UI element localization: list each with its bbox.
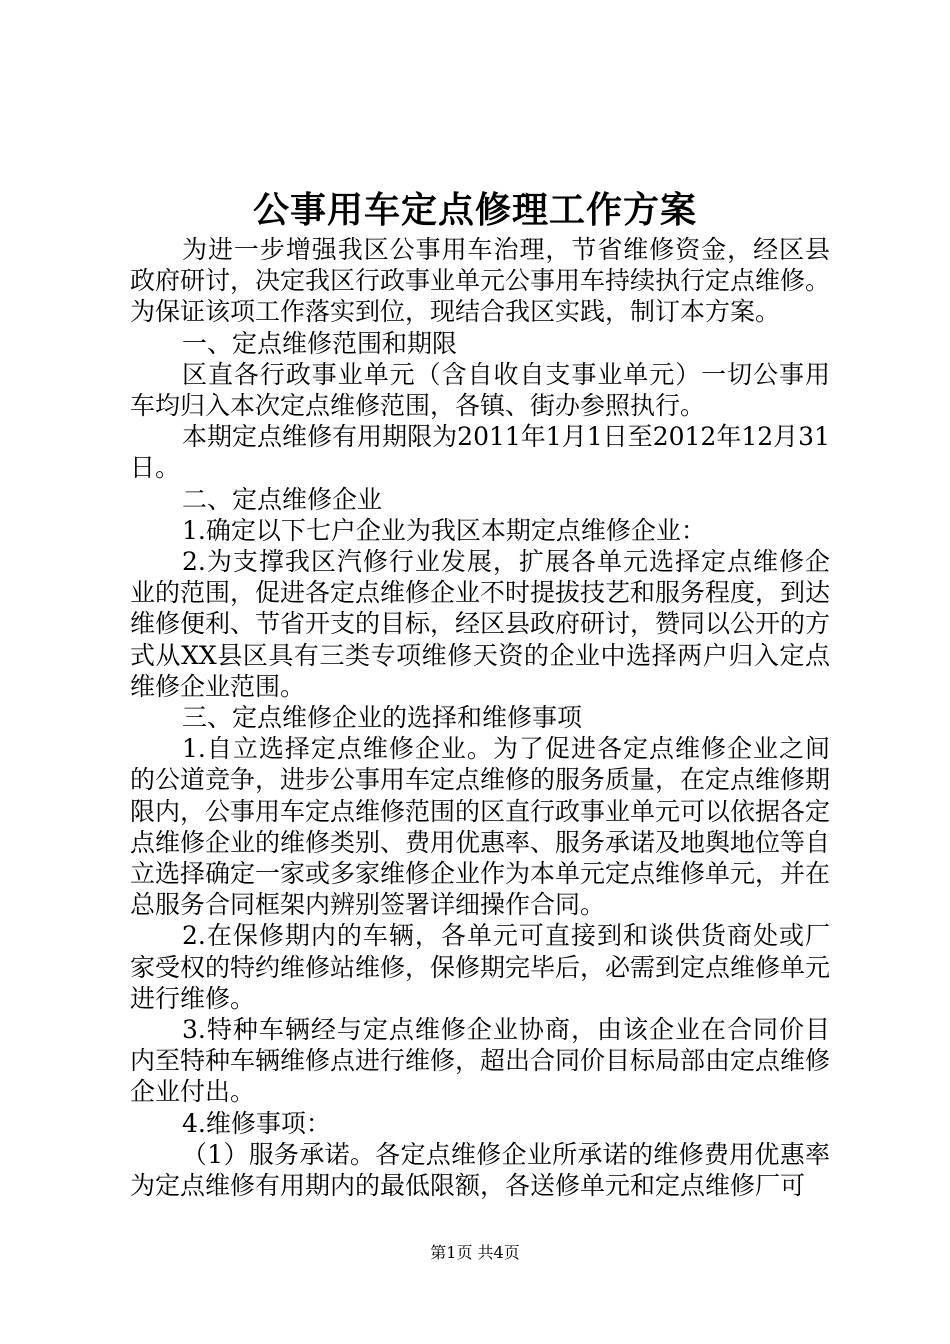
paragraph-item-3-3: 3.特种车辆经与定点维修企业协商，由该企业在合同价目内至特种车辆维修点进行维修，超出合同价目标局部由定点维修企业付出。 (130, 1015, 831, 1107)
paragraph-item-3-4: 4.维修事项： (182, 1108, 331, 1138)
paragraph-item-3-2: 2.在保修期内的车辆，各单元可直接到和谈供货商处或厂家受权的特约维修站维修，保修期完毕后，必需到定点维修单元进行维修。 (130, 921, 831, 1013)
section-heading-2: 二、定点维修企业 (182, 484, 383, 514)
document-title: 公事用车定点修理工作方案 (252, 189, 697, 231)
paragraph-period: 本期定点维修有用期限为2011年1月1日至2012年12月31日。 (130, 422, 830, 483)
document-body (130, 234, 830, 1201)
page-footer: 第1页 共4页 (430, 1243, 520, 1262)
section-heading-3: 三、定点维修企业的选择和维修事项 (182, 703, 583, 733)
section-heading-1: 一、定点维修范围和期限 (182, 328, 458, 358)
paragraph-scope: 区直各行政事业单元（含自收自支事业单元）一切公事用车均归入本次定点维修范围，各镇、街办参照执行。 (130, 359, 830, 421)
paragraph-subitem-1: （1）服务承诺。各定点维修企业所承诺的维修费用优惠率为定点维修有用期内的最低限额，各送修单元和定点维修厂可 (130, 1139, 830, 1201)
paragraph-intro: 为进一步增强我区公事用车治理，节省维修资金，经区县政府研讨，决定我区行政事业单元公事用车持续执行定点维修。为保证该项工作落实到位，现结合我区实践，制订本方案。 (130, 235, 831, 327)
paragraph-item-2-2: 2.为支撑我区汽修行业发展，扩展各单元选择定点维修企业的范围，促进各定点维修企业不时提拔技艺和服务程度，到达维修便利、节省开支的目标，经区县政府研讨，赞同以公开的方式从XX县区具有三类专项维修天资的企业中选择两户归入定点维修企业范围。 (130, 547, 831, 701)
paragraph-item-3-1: 1.自立选择定点维修企业。为了促进各定点维修企业之间的公道竞争，进步公事用车定点维修的服务质量，在定点维修期限内，公事用车定点维修范围的区直行政事业单元可以依据各定点维修企业的维修类别、费用优惠率、服务承诺及地舆地位等自立选择确定一家或多家维修企业作为本单元定点维修单元，并在总服务合同框架内辨别签署详细操作合同。 (130, 734, 831, 920)
paragraph-item-2-1: 1.确定以下七户企业为我区本期定点维修企业： (182, 515, 706, 545)
